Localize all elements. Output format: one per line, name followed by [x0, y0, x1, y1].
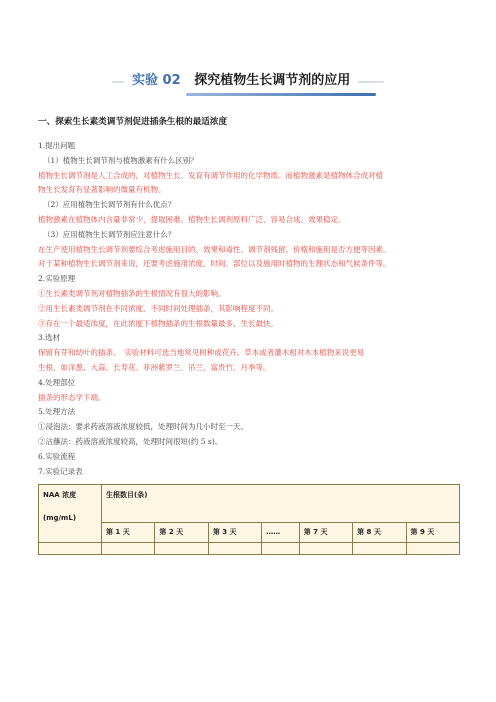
experiment-number: 实验 02 — [132, 73, 181, 88]
text-line: 6.实验流程 — [38, 451, 76, 461]
table-cell — [39, 542, 102, 554]
text-line: 5.处理方法 — [38, 407, 76, 417]
day-header: 第 9 天 — [406, 522, 459, 542]
text-lines — [38, 139, 462, 478]
title-banner — [0, 66, 496, 102]
table-cell — [353, 542, 406, 554]
text-line: 插条的形态学下端。 — [38, 392, 106, 402]
table-cell — [102, 542, 155, 554]
text-line: ①浸泡法：要求药液溶液浓度较低，处理时间为几小时至一天。 — [38, 422, 248, 432]
text-line: 3.选材 — [38, 333, 61, 343]
text-line: 对于某种植物生长调节剂来说，还要考虑施用浓度、时间、部位以及施用时植物的生理状态和气候条件等。 — [38, 259, 391, 269]
day-header: 第 1 天 — [102, 522, 155, 542]
day-header: 第 2 天 — [155, 522, 208, 542]
table-cell — [299, 542, 352, 554]
concentration-label: NAA 浓度 — [43, 490, 77, 499]
section-heading: 一、探索生长素类调节剂促进插条生根的最适浓度 — [38, 117, 228, 127]
table-row — [39, 542, 460, 554]
text-line: 物生长发育有显著影响的微量有机物。 — [38, 185, 166, 195]
page-title — [124, 70, 358, 92]
concentration-unit: (mg/mL) — [43, 513, 77, 522]
text-line: （1）植物生长调节剂与植物激素有什么区别？ — [43, 155, 198, 165]
day-header: …… — [262, 522, 300, 542]
experiment-title: 探究植物生长调节剂的应用 — [194, 73, 351, 88]
text-line: 植物生长调节剂是人工合成的，对植物生长、发育有调节作用的化学物质。而植物激素是植物体合成对植 — [38, 170, 383, 180]
table-header-concentration — [39, 484, 102, 542]
table-cell — [155, 542, 208, 554]
text-line: 1.提出问题 — [38, 141, 76, 150]
day-header: 第 3 天 — [208, 522, 261, 542]
text-line: ①生长素类调节剂对植物插条的生根情况有很大的影响。 — [38, 288, 226, 298]
text-line: ②用生长素类调节剂在不同浓度、不同时间处理插条，其影响程度不同。 — [38, 303, 278, 313]
text-line: 7.实验记录表 — [38, 466, 83, 476]
text-line: 保留有芽和幼叶的插条。 实验材料可选当地常见树种或花卉。草本或者灌木相对木本植物来说更易 — [38, 348, 365, 358]
table-cell — [406, 542, 459, 554]
text-line: 4.处理部位 — [38, 377, 76, 387]
document-body — [38, 116, 462, 555]
table-cell — [208, 542, 261, 554]
table-cell — [262, 542, 300, 554]
text-line: （3）应用植物生长调节剂应注意什么？ — [43, 229, 176, 239]
text-line: ②沾蘸法：药液溶液浓度较高，处理时间很短(约 5 s)。 — [38, 436, 223, 446]
text-line: 植物激素在植物体内含量非常少，提取困难。植物生长调剂原料广泛、容易合成、效果稳定。 — [38, 214, 346, 224]
day-header: 第 8 天 — [353, 522, 406, 542]
title-underline — [186, 93, 376, 96]
text-line: 生根，如洋葱、大蒜、长寿花、菲洲紫罗兰、吊兰、富贵竹、月季等。 — [38, 362, 271, 372]
text-line: 在生产使用植物生长调节剂要综合考虑施用目的、效果和毒性、调节剂残留、价格和施用是否方便等因素。 — [38, 244, 391, 254]
day-header: 第 7 天 — [299, 522, 352, 542]
text-line: ③存在一个最适浓度，在此浓度下植物插条的生根数量最多，生长最快。 — [38, 318, 278, 328]
text-line: （2）应用植物生长调节剂有什么优点？ — [43, 200, 176, 210]
table-header-root-count: 生根数目(条) — [102, 484, 460, 522]
record-table — [38, 484, 460, 555]
text-line: 2.实验原理 — [38, 274, 76, 284]
